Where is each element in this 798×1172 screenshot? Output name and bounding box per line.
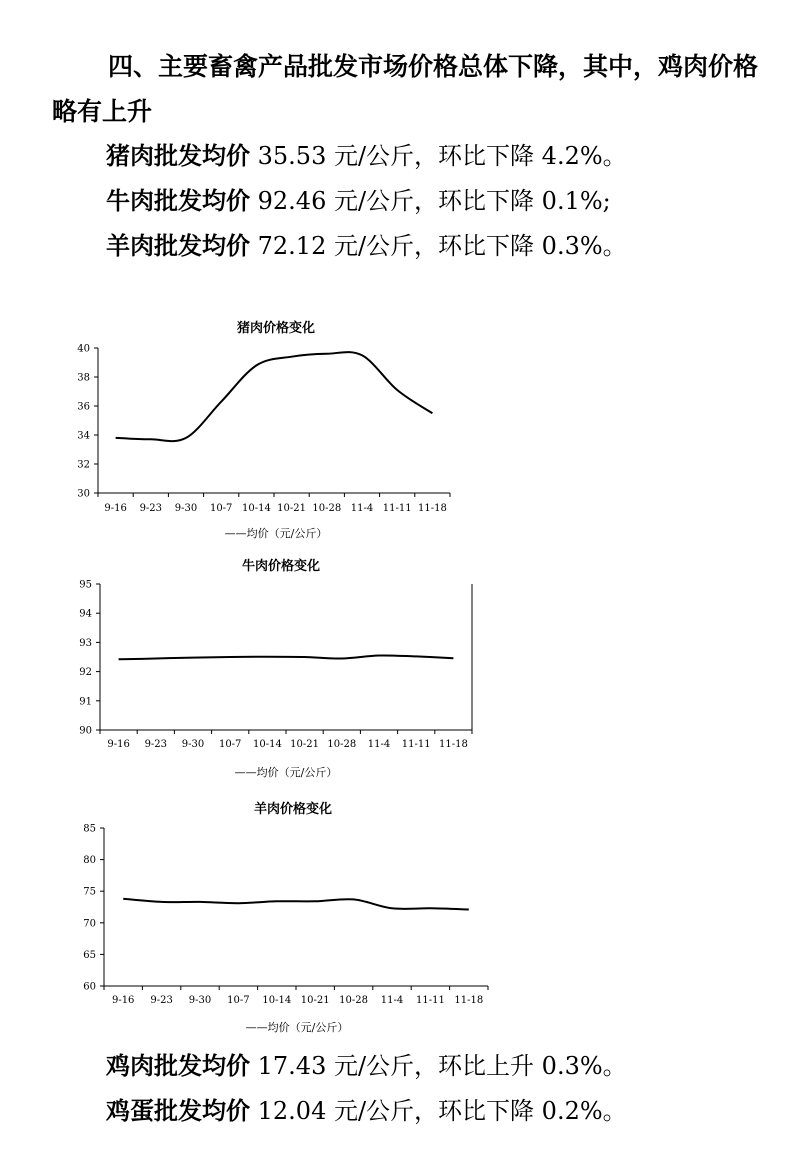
y-tick-label: 60 <box>83 981 96 993</box>
chart-legend: ——均价（元/公斤） <box>245 1021 349 1034</box>
x-tick-label: 9-16 <box>111 995 135 1006</box>
x-tick-label: 11-18 <box>417 503 447 514</box>
x-tick-label: 9-23 <box>139 503 163 514</box>
y-tick-label: 40 <box>77 343 90 355</box>
x-tick-label: 10-14 <box>241 503 271 514</box>
x-tick-label: 10-14 <box>252 739 282 750</box>
paragraph-mutton: 羊肉批发均价 72.12 元/公斤，环比下降 0.3%。 <box>106 232 627 260</box>
beef-chart-svg <box>0 548 798 788</box>
chart-title: 牛肉价格变化 <box>241 559 321 574</box>
paragraph-beef: 牛肉批发均价 92.46 元/公斤，环比下降 0.1%; <box>106 187 611 215</box>
x-tick-label: 11-4 <box>367 739 391 750</box>
x-tick-label: 9-30 <box>188 995 212 1006</box>
x-tick-label: 11-11 <box>415 995 445 1006</box>
y-tick-label: 34 <box>77 430 90 442</box>
x-tick-label: 11-4 <box>350 503 374 514</box>
x-tick-label: 10-21 <box>277 503 307 514</box>
y-tick-label: 38 <box>77 372 90 384</box>
paragraph-pork: 猪肉批发均价 35.53 元/公斤，环比下降 4.2%。 <box>106 142 627 170</box>
mutton-price-line <box>123 899 469 910</box>
pork-price-chart <box>0 310 798 550</box>
x-tick-label: 10-21 <box>300 995 330 1006</box>
chart-legend: ——均价（元/公斤） <box>234 766 338 779</box>
x-tick-label: 10-14 <box>262 995 292 1006</box>
pork-price-line <box>116 352 433 441</box>
y-tick-label: 93 <box>79 637 92 649</box>
y-tick-label: 90 <box>79 725 92 737</box>
x-tick-label: 9-23 <box>144 739 168 750</box>
pork-chart-svg <box>0 310 798 550</box>
x-tick-label: 10-28 <box>312 503 342 514</box>
y-tick-label: 70 <box>83 918 96 930</box>
y-tick-label: 85 <box>83 823 96 835</box>
x-tick-label: 11-4 <box>380 995 404 1006</box>
beef-price-chart <box>0 548 798 788</box>
x-tick-label: 9-30 <box>174 503 198 514</box>
beef-price-line <box>119 655 454 659</box>
x-tick-label: 11-18 <box>454 995 484 1006</box>
chart-title: 猪肉价格变化 <box>236 321 316 336</box>
y-tick-label: 92 <box>79 667 92 679</box>
x-tick-label: 11-11 <box>382 503 412 514</box>
x-tick-label: 9-16 <box>104 503 127 514</box>
x-tick-label: 10-7 <box>218 739 242 750</box>
x-tick-label: 10-21 <box>290 739 320 750</box>
x-tick-label: 10-7 <box>209 503 233 514</box>
y-tick-label: 32 <box>77 459 90 471</box>
x-tick-label: 10-28 <box>327 739 357 750</box>
y-tick-label: 80 <box>83 855 96 867</box>
x-tick-label: 10-7 <box>227 995 250 1006</box>
x-tick-label: 10-28 <box>339 995 369 1006</box>
y-tick-label: 36 <box>77 401 90 413</box>
chart-legend: ——均价（元/公斤） <box>224 527 328 540</box>
y-tick-label: 75 <box>83 886 96 898</box>
mutton-chart-svg <box>0 791 798 1041</box>
y-tick-label: 94 <box>79 608 92 620</box>
y-tick-label: 30 <box>77 488 90 500</box>
y-tick-label: 65 <box>83 949 96 961</box>
x-tick-label: 9-16 <box>107 739 130 750</box>
x-tick-label: 9-30 <box>181 739 205 750</box>
mutton-price-chart <box>0 791 798 1041</box>
paragraph-eggs: 鸡蛋批发均价 12.04 元/公斤，环比下降 0.2%。 <box>106 1097 627 1125</box>
section-heading: 四、主要畜禽产品批发市场价格总体下降，其中，鸡肉价格略有上升 <box>52 52 759 126</box>
chart-title: 羊肉价格变化 <box>253 802 333 817</box>
paragraph-chicken: 鸡肉批发均价 17.43 元/公斤，环比上升 0.3%。 <box>106 1052 627 1080</box>
y-tick-label: 95 <box>79 579 92 591</box>
y-tick-label: 91 <box>79 696 92 708</box>
x-tick-label: 11-11 <box>401 739 431 750</box>
x-tick-label: 11-18 <box>438 739 468 750</box>
x-tick-label: 9-23 <box>150 995 173 1006</box>
